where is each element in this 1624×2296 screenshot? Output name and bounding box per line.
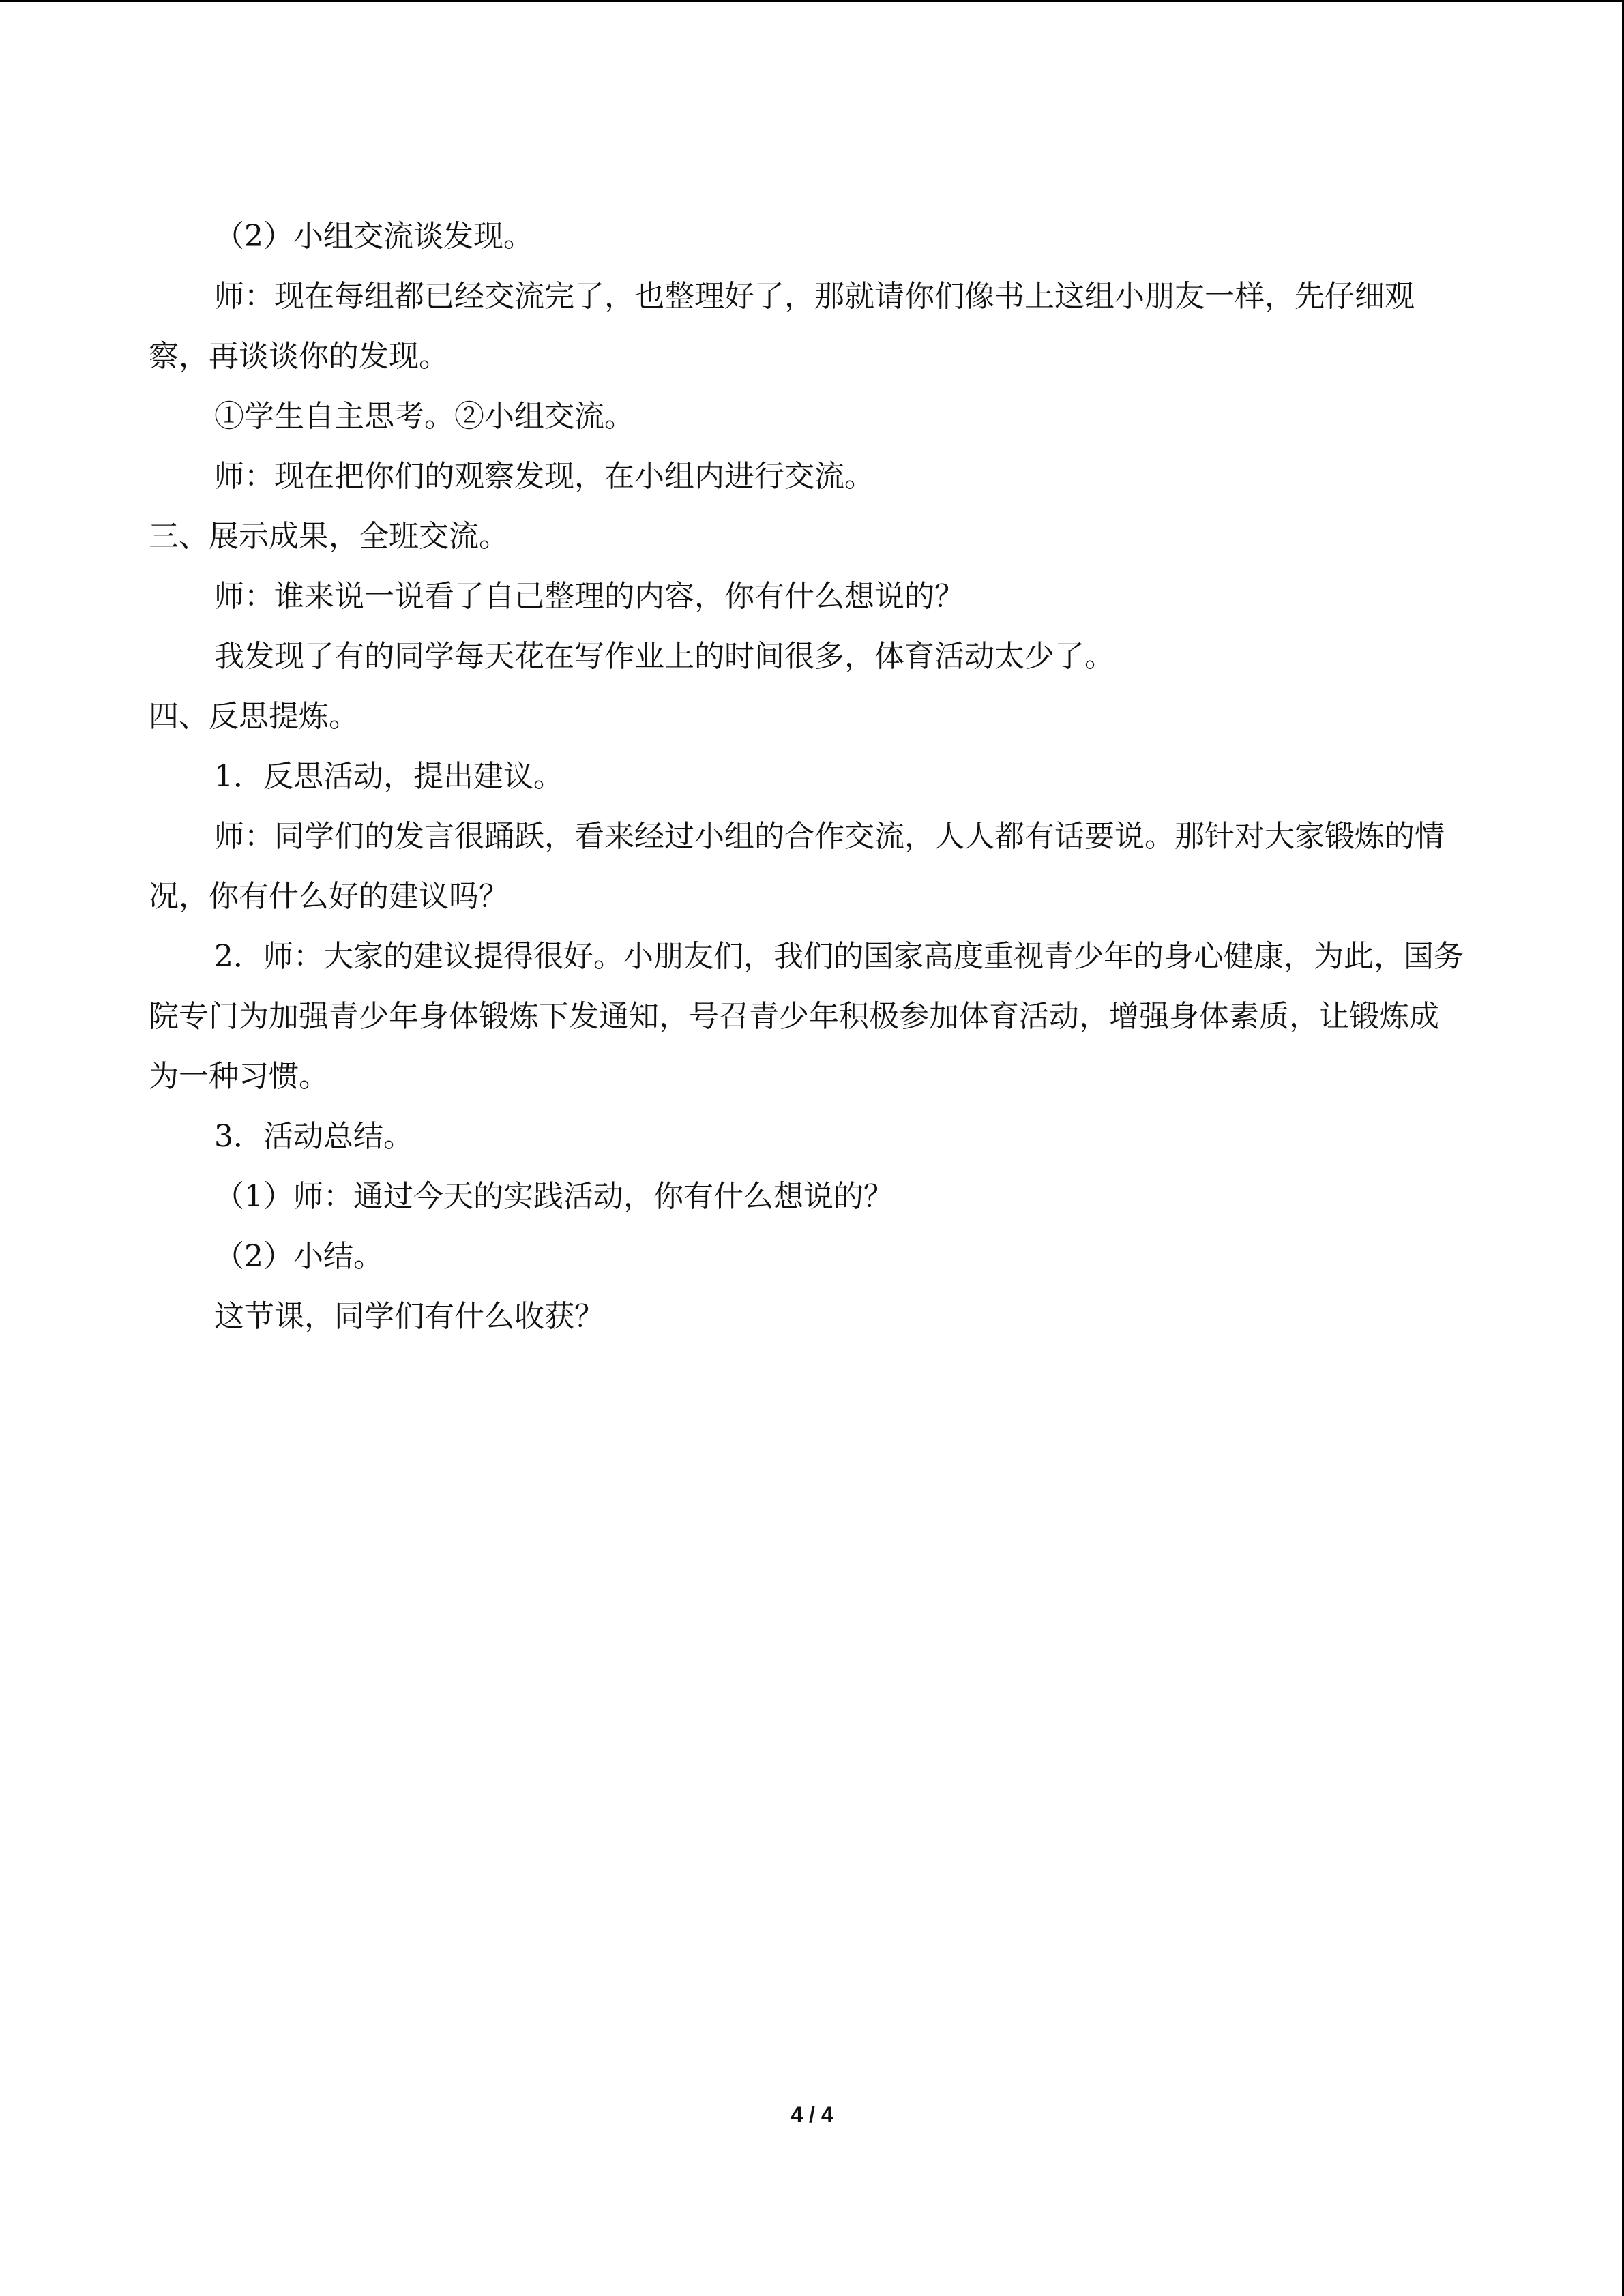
paragraph: ①学生自主思考。②小组交流。 [214, 399, 634, 434]
document-body [149, 207, 1465, 1347]
section-heading: 三、展示成果，全班交流。 [149, 519, 509, 554]
paragraph: 师：现在每组都已经交流完了，也整理好了，那就请你们像书上这组小朋友一样，先仔细观察，再谈谈你的发现。 [149, 279, 1415, 374]
paragraph: 2．师：大家的建议提得很好。小朋友们，我们的国家高度重视青少年的身心健康，为此，国务院专门为加强青少年身体锻炼下发通知，号召青少年积极参加体育活动，增强身体素质，让锻炼成为一种习惯。 [149, 939, 1464, 1094]
section-heading: 四、反思提炼。 [149, 699, 359, 734]
paragraph: 3．活动总结。 [214, 1119, 413, 1154]
paragraph: 这节课，同学们有什么收获？ [214, 1299, 604, 1334]
paragraph: 1．反思活动，提出建议。 [214, 759, 563, 794]
paragraph: 师：现在把你们的观察发现，在小组内进行交流。 [214, 459, 874, 494]
page-number: 4 / 4 [791, 2102, 833, 2127]
paragraph: 师：谁来说一说看了自己整理的内容，你有什么想说的？ [214, 579, 964, 614]
paragraph: （2）小结。 [214, 1239, 383, 1274]
paragraph: 我发现了有的同学每天花在写作业上的时间很多，体育活动太少了。 [214, 639, 1114, 674]
paragraph: 师：同学们的发言很踊跃，看来经过小组的合作交流，人人都有话要说。那针对大家锻炼的情况，你有什么好的建议吗？ [149, 819, 1445, 914]
paragraph: （2）小组交流谈发现。 [214, 219, 533, 254]
paragraph: （1）师：通过今天的实践活动，你有什么想说的？ [214, 1179, 894, 1214]
